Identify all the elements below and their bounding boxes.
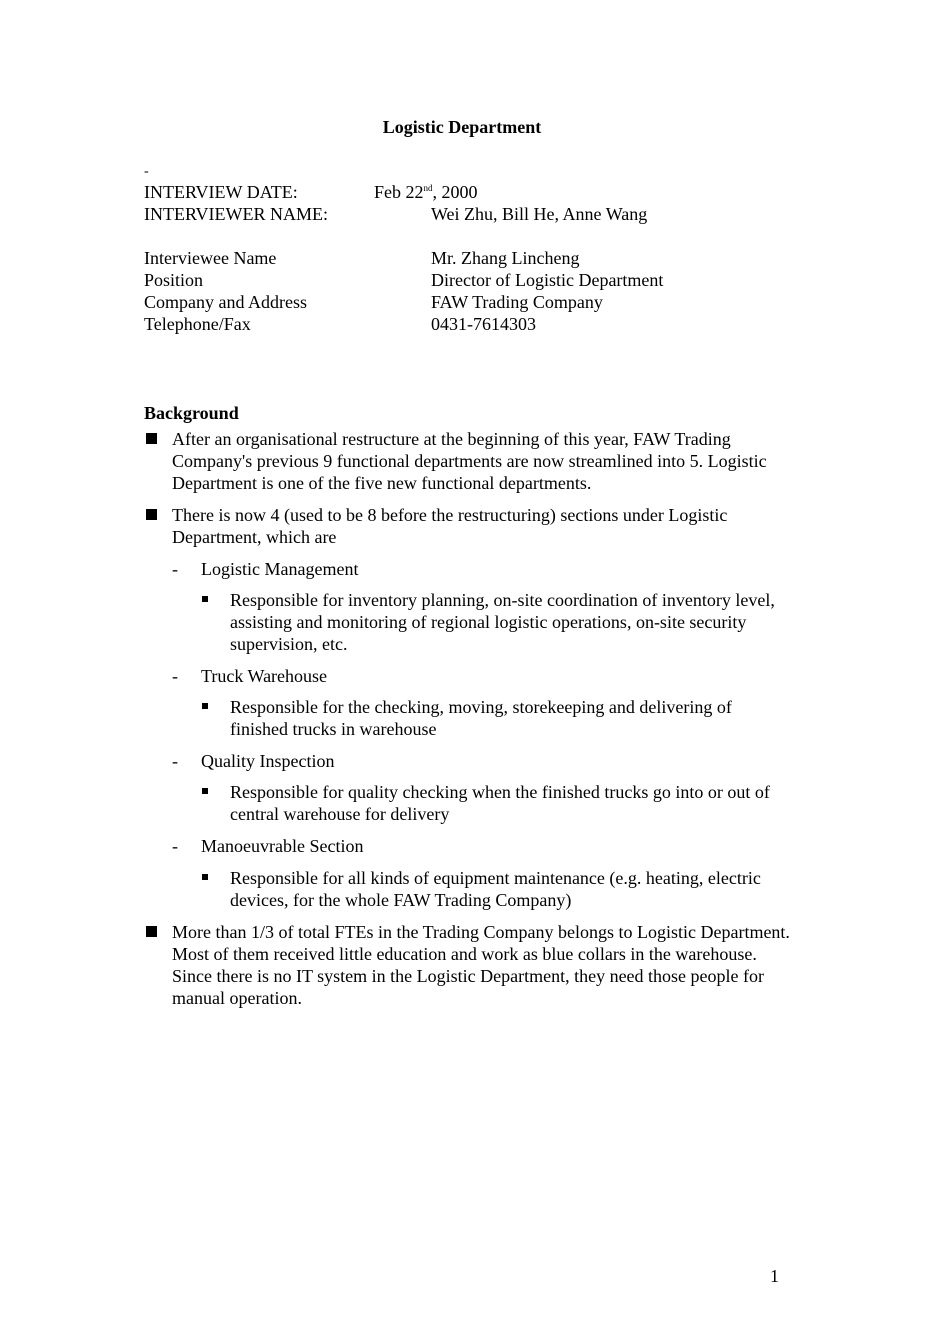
section-name: Manoeuvrable Section bbox=[201, 836, 364, 856]
dash-bullet-icon: - bbox=[172, 559, 178, 579]
small-square-bullet-icon bbox=[202, 703, 208, 709]
background-bullet bbox=[144, 504, 794, 548]
document-title: Logistic Department bbox=[382, 117, 542, 137]
section-detail bbox=[201, 867, 781, 911]
interviewer-label: INTERVIEWER NAME: bbox=[144, 204, 329, 224]
small-square-bullet-icon bbox=[202, 788, 208, 794]
section-detail-text: Responsible for the checking, moving, storekeeping and delivering of finished trucks in warehouse bbox=[230, 697, 732, 739]
telephone-value: 0431-7614303 bbox=[431, 314, 536, 334]
bullet-text: There is now 4 (used to be 8 before the restructuring) sections under Logistic Department, which are bbox=[172, 505, 728, 547]
dash-bullet-icon: - bbox=[172, 836, 178, 856]
section-name: Quality Inspection bbox=[201, 751, 335, 771]
company-label: Company and Address bbox=[144, 292, 307, 312]
interview-date-year: , 2000 bbox=[432, 182, 478, 202]
square-bullet-icon bbox=[146, 433, 157, 444]
interviewer-value: Wei Zhu, Bill He, Anne Wang bbox=[431, 204, 648, 224]
square-bullet-icon bbox=[146, 509, 157, 520]
bullet-text: After an organisational restructure at the beginning of this year, FAW Trading Company's previous 9 functional departments are now streamlined into 5. Logistic Department is one of the five new functional departments. bbox=[172, 429, 767, 493]
section-detail-text: Responsible for inventory planning, on-site coordination of inventory level, assisting and monitoring of regional logistic operations, on-site security supervision, etc. bbox=[230, 590, 775, 654]
position-value: Director of Logistic Department bbox=[431, 270, 664, 290]
section-detail bbox=[201, 696, 781, 740]
section-item bbox=[172, 750, 772, 772]
background-bullet bbox=[144, 428, 794, 494]
page-number: 1 bbox=[770, 1266, 779, 1286]
interview-date-label: INTERVIEW DATE: bbox=[144, 182, 298, 202]
dash-bullet-icon: - bbox=[172, 666, 178, 686]
section-item bbox=[172, 558, 772, 580]
telephone-label: Telephone/Fax bbox=[144, 314, 251, 334]
interview-date-day: Feb 22 bbox=[374, 182, 424, 202]
background-heading: Background bbox=[144, 403, 239, 423]
interviewee-name-value: Mr. Zhang Lincheng bbox=[431, 248, 580, 268]
company-value: FAW Trading Company bbox=[431, 292, 603, 312]
interview-date-ordinal: nd bbox=[423, 183, 433, 193]
interview-date-value bbox=[374, 181, 478, 203]
dash-bullet-icon: - bbox=[172, 751, 178, 771]
section-detail bbox=[201, 781, 781, 825]
section-item bbox=[172, 665, 772, 687]
small-square-bullet-icon bbox=[202, 596, 208, 602]
section-detail-text: Responsible for all kinds of equipment maintenance (e.g. heating, electric devices, for the whole FAW Trading Company) bbox=[230, 868, 761, 910]
section-item bbox=[172, 835, 772, 857]
section-detail-text: Responsible for quality checking when the finished trucks go into or out of central warehouse for delivery bbox=[230, 782, 770, 824]
section-name: Truck Warehouse bbox=[201, 666, 328, 686]
section-detail bbox=[201, 589, 781, 655]
small-square-bullet-icon bbox=[202, 874, 208, 880]
section-name: Logistic Management bbox=[201, 559, 359, 579]
interviewee-name-label: Interviewee Name bbox=[144, 248, 277, 268]
bullet-text: More than 1/3 of total FTEs in the Trading Company belongs to Logistic Department. Most of them received little education and work as blue collars in the warehouse. Since there is no IT system in the Logistic Department, they need those people for manual operation. bbox=[172, 922, 790, 1008]
stray-dash-mark: - bbox=[144, 164, 149, 179]
position-label: Position bbox=[144, 270, 204, 290]
background-bullet bbox=[144, 921, 794, 1009]
square-bullet-icon bbox=[146, 926, 157, 937]
